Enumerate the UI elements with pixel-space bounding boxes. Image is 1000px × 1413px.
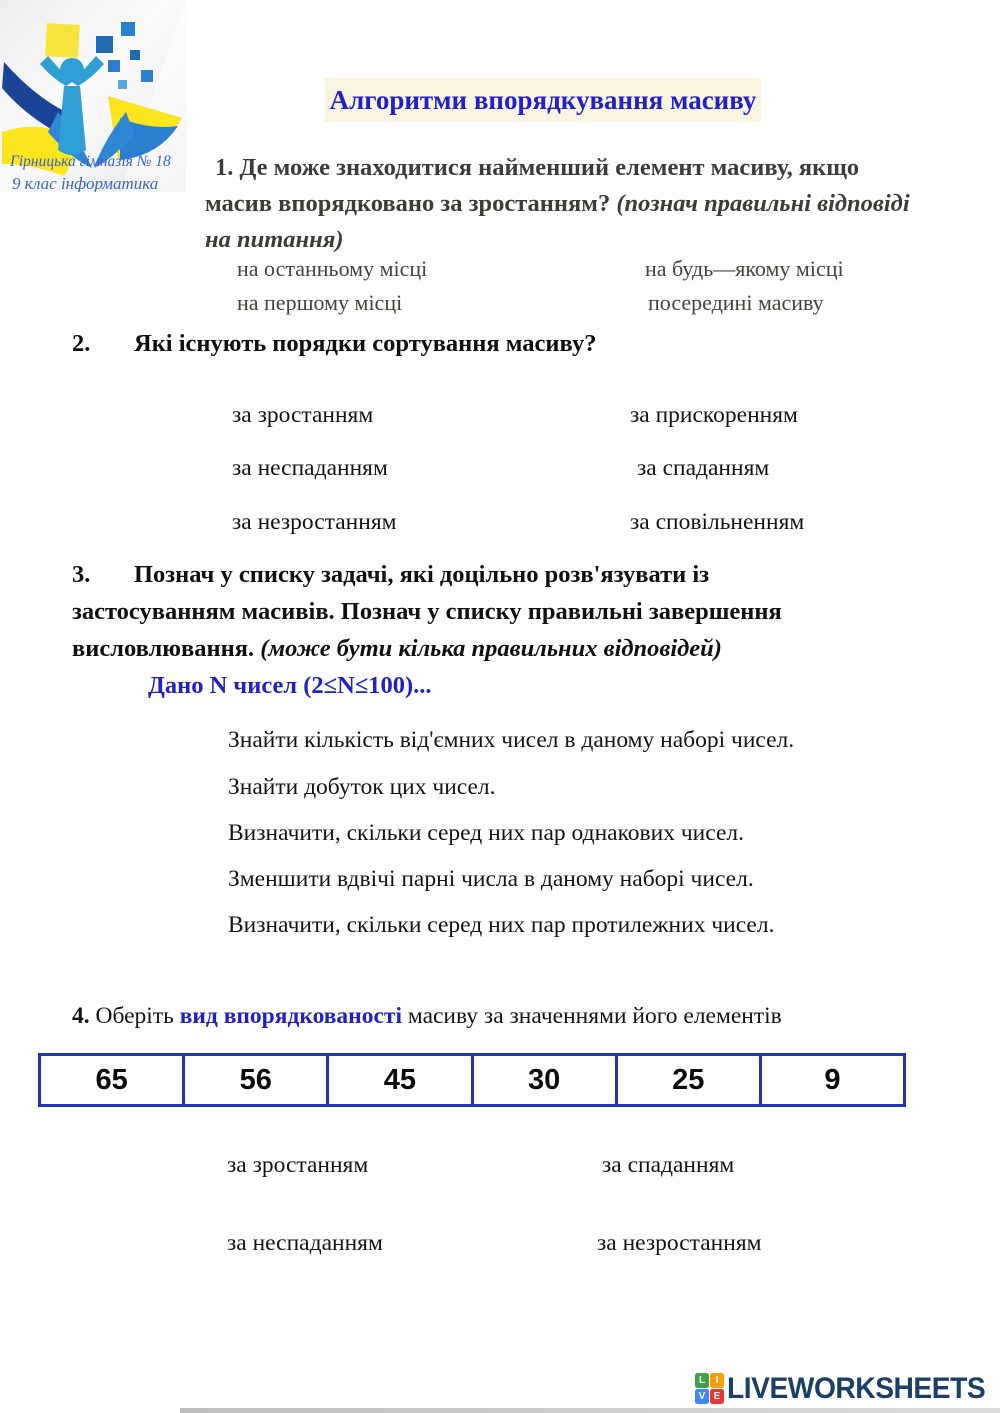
question-4-heading: 4. Оберіть вид впорядкованості масиву за значеннями його елементів (72, 1003, 782, 1029)
icon-letter-v: V (695, 1389, 709, 1404)
page-title: Алгоритми впорядкування масиву (325, 78, 761, 122)
array-cell-6: 9 (824, 1063, 841, 1096)
array-cell-3: 45 (329, 1056, 473, 1104)
page-bottom-edge (180, 1408, 1000, 1413)
array-values-table (38, 1053, 906, 1107)
q1-option-middle[interactable]: посередині масиву (648, 290, 824, 315)
q2-option-descending[interactable]: за спаданням (637, 455, 770, 481)
q1-option-any-place[interactable]: на будь—якому місці (645, 256, 844, 281)
q2-option-ascending[interactable]: за зростанням (232, 402, 374, 428)
school-logo (0, 0, 186, 192)
q4-option-nondecreasing[interactable]: за неспаданням (227, 1230, 383, 1256)
q2-option-nondecreasing[interactable]: за неспаданням (232, 455, 388, 481)
school-logo-image (0, 0, 186, 192)
liveworksheets-wordmark: LIVEWORKSHEETS (727, 1372, 986, 1405)
array-cell-1: 65 (41, 1056, 185, 1104)
q3-item-equal-pairs[interactable]: Визначити, скільки серед них пар однакових чисел. (228, 820, 744, 846)
q3-item-halve-even[interactable]: Зменшити вдвічі парні числа в даному наборі чисел. (228, 866, 754, 892)
question-4-number: 4. (72, 1003, 90, 1029)
liveworksheets-logo (695, 1372, 1000, 1406)
logo-school-name: Гірницька гімназія № 18 (10, 153, 171, 170)
icon-letter-e: E (710, 1389, 724, 1404)
question-3-note: (може бути кілька правильних відповідей) (260, 635, 722, 662)
q2-option-nonincreasing[interactable]: за незростанням (232, 509, 397, 535)
array-cell-4: 30 (474, 1056, 618, 1104)
question-4-highlight: вид впорядкованості (179, 1003, 402, 1029)
icon-letter-l: L (695, 1373, 709, 1388)
q2-option-acceleration[interactable]: за прискоренням (630, 402, 798, 428)
logo-yellow-square (45, 23, 80, 58)
q4-option-descending[interactable]: за спаданням (602, 1152, 735, 1178)
q3-given-statement: Дано N чисел (2≤N≤100)... (148, 672, 432, 699)
logo-class-line: 9 клас інформатика (12, 174, 159, 192)
icon-letter-i: I (710, 1373, 724, 1388)
array-cell-2: 56 (185, 1056, 329, 1104)
question-1-note: (познач правильні відповіді на питання) (205, 190, 910, 253)
question-3-number: 3. (72, 561, 91, 588)
question-2-number: 2. (72, 330, 91, 357)
q1-option-first-place[interactable]: на першому місці (237, 290, 403, 315)
q3-item-product[interactable]: Знайти добуток цих чисел. (228, 774, 496, 800)
q4-option-nonincreasing[interactable]: за незростанням (597, 1230, 762, 1256)
question-2-heading: 2. Які існують порядки сортування масиву? (72, 325, 596, 362)
q2-option-deceleration[interactable]: за сповільненням (630, 509, 805, 535)
question-3-heading: 3. Познач у списку задачі, які доцільно розв'язувати із застосуванням масивів. Познач у списку правильні завершення висловлювання. (може бути кілька правильних відповідей) (72, 556, 864, 667)
q3-item-opposite-pairs[interactable]: Визначити, скільки серед них пар протилежних чисел. (228, 912, 775, 938)
question-1-text: 1. Де може знаходитися найменший елемент масиву, якщо масив впорядковано за зростанням? (познач правильні відповіді на питання) (205, 154, 910, 253)
q3-item-count-negative[interactable]: Знайти кількість від'ємних чисел в даному наборі чисел. (228, 727, 795, 753)
q1-option-last-place[interactable]: на останньому місці (237, 256, 428, 281)
array-cell-5: 25 (618, 1056, 762, 1104)
question-1-number: 1. (215, 154, 234, 181)
liveworksheets-icon (695, 1373, 724, 1405)
q4-option-ascending[interactable]: за зростанням (227, 1152, 369, 1178)
